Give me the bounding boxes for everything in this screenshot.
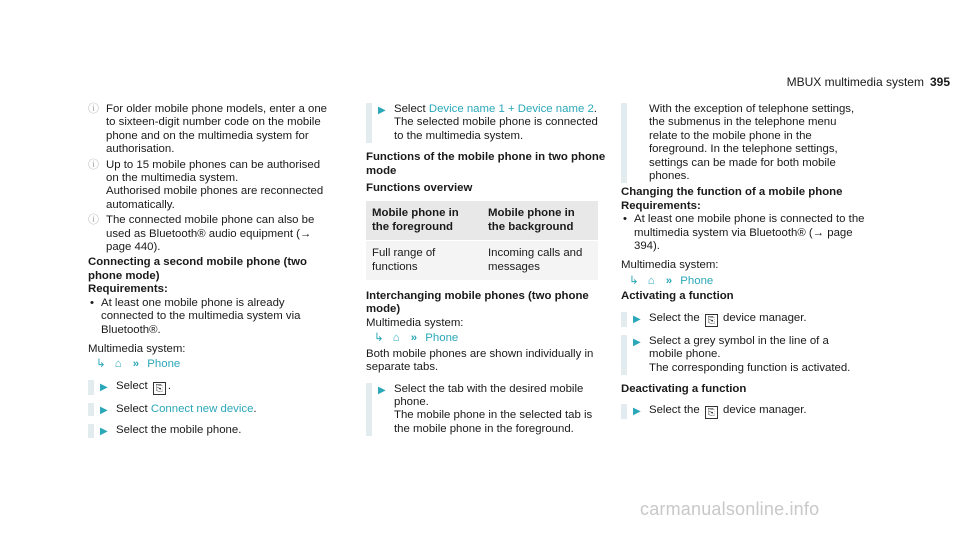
step-2 [88,403,332,416]
table-header: Mobile phone in the background [482,201,598,240]
chevron-double-icon: » [410,332,418,345]
step-arrow-icon: ▶ [378,105,386,116]
device-manager-icon: ⎘ [153,382,166,395]
column-1 [88,103,332,446]
path-item-phone: Phone [147,358,181,371]
subsection-heading: Functions overview [366,182,473,195]
home-icon: ⌂ [392,332,400,345]
section-heading: Interchanging mobile phones (two phone mode) [366,290,589,316]
note-1-text: For older mobile phone models, enter a one to sixteen-digit number code on the mobile phone and on the multimedia system for authorisation. [106,103,327,156]
menu-path [374,332,610,345]
step-3 [88,424,332,437]
chevron-double-icon: » [665,274,673,287]
device-manager-icon: ⎘ [705,314,718,327]
step-1-text: Select the [649,311,700,324]
table-cell: Full range of functions [366,241,482,280]
menu-path [629,275,865,288]
section-heading: Deactivating a function [621,382,747,395]
step-arrow-icon: ▶ [633,313,641,325]
step-2 [621,335,865,375]
path-item-phone: Phone [425,332,459,345]
step-3-text: Select the [649,404,700,417]
step-2-result: The corresponding function is activated. [649,361,851,374]
section-heading: Connecting a second mobile phone (two phone mode) [88,256,307,282]
section-heading: Changing the function of a mobile phone [621,186,843,199]
path-arrow-icon: ↳ [96,358,106,371]
device-name-option: Device name 1 + Device name 2 [428,103,594,115]
step-3 [621,404,865,419]
step-2-text: Select a grey symbol in the line of a mobile phone. [649,334,829,361]
step-2-result: The mobile phone in the selected tab is the mobile phone in the foreground. [394,409,593,435]
step-2-end: . [253,402,257,415]
menu-path [96,358,332,371]
functions-table [366,201,598,280]
step-1 [366,103,610,143]
multimedia-label: Multimedia system: [366,316,464,329]
watermark: carmanualsonline.info [640,499,820,519]
home-icon: ⌂ [647,274,655,287]
step-1-result: The selected mobile phone is connected to the multimedia system. [394,116,598,142]
note-1 [88,103,332,157]
table-cell: Incoming calls and messages [482,241,598,280]
path-arrow-icon: ↳ [374,332,384,345]
step-1 [88,380,332,395]
column-3 [621,103,865,427]
step-1-text: Select [394,103,426,115]
note-3-text: The connected mobile phone can also be used as Bluetooth® audio equipment (→ page 440). [106,214,315,254]
note-2-text-a: Up to 15 mobile phones can be authorised on the multimedia system. [106,158,321,185]
paragraph: Both mobile phones are shown individually in separate tabs. [366,347,594,374]
step-3-text: Select the mobile phone. [116,424,242,437]
info-icon: ⓘ [88,158,99,171]
requirements-label: Requirements: [88,283,168,296]
info-icon: ⓘ [88,103,99,115]
step-1-text: Select [116,379,148,392]
step-arrow-icon: ▶ [100,381,108,393]
step-arrow-icon: ▶ [100,426,108,438]
note-2-text-b: Authorised mobile phones are reconnected automatically. [106,185,324,211]
step-1-end: . [593,103,597,115]
requirements-label: Requirements: [621,199,701,212]
requirement-item: • At least one mobile phone is already connected to the multimedia system via Bluetooth®. [88,297,332,337]
page-header [730,76,950,89]
device-manager-icon: ⎘ [705,406,718,419]
table-row [366,241,598,280]
paragraph: With the exception of telephone settings, the submenus in the telephone menu relate to the mobile phone in the foreground. In the telephone settings, settings can be made for both mobile phones. [621,103,865,183]
chevron-double-icon: » [132,358,140,371]
multimedia-label: Multimedia system: [88,342,186,355]
step-1-end: . [167,379,172,392]
step-arrow-icon: ▶ [633,406,641,418]
header-title: MBUX multimedia system [786,75,924,89]
step-2-text: Select the tab with the desired mobile phone. [394,382,584,408]
page-number: 395 [929,75,950,89]
step-2 [366,383,610,437]
step-2-text: Select [116,402,148,415]
multimedia-label: Multimedia system: [621,259,719,272]
note-2 [88,159,332,213]
step-arrow-icon: ▶ [633,336,641,348]
step-1-end: device manager. [723,311,807,324]
path-arrow-icon: ↳ [629,274,639,287]
table-header: Mobile phone in the foreground [366,201,482,240]
home-icon: ⌂ [114,358,122,371]
step-arrow-icon: ▶ [100,404,108,416]
connect-new-device-option: Connect new device [150,402,254,415]
path-item-phone: Phone [680,274,714,287]
step-arrow-icon: ▶ [378,384,386,396]
section-heading: Functions of the mobile phone in two phone mode [366,151,606,177]
step-1 [621,312,865,327]
info-icon: ⓘ [88,214,99,227]
step-3-end: device manager. [723,404,807,417]
section-heading: Activating a function [621,290,734,303]
requirement-item: • At least one mobile phone is connected to the multimedia system via Bluetooth® (→ page 394). [621,213,865,253]
note-3 [88,214,332,254]
column-2 [366,103,610,444]
